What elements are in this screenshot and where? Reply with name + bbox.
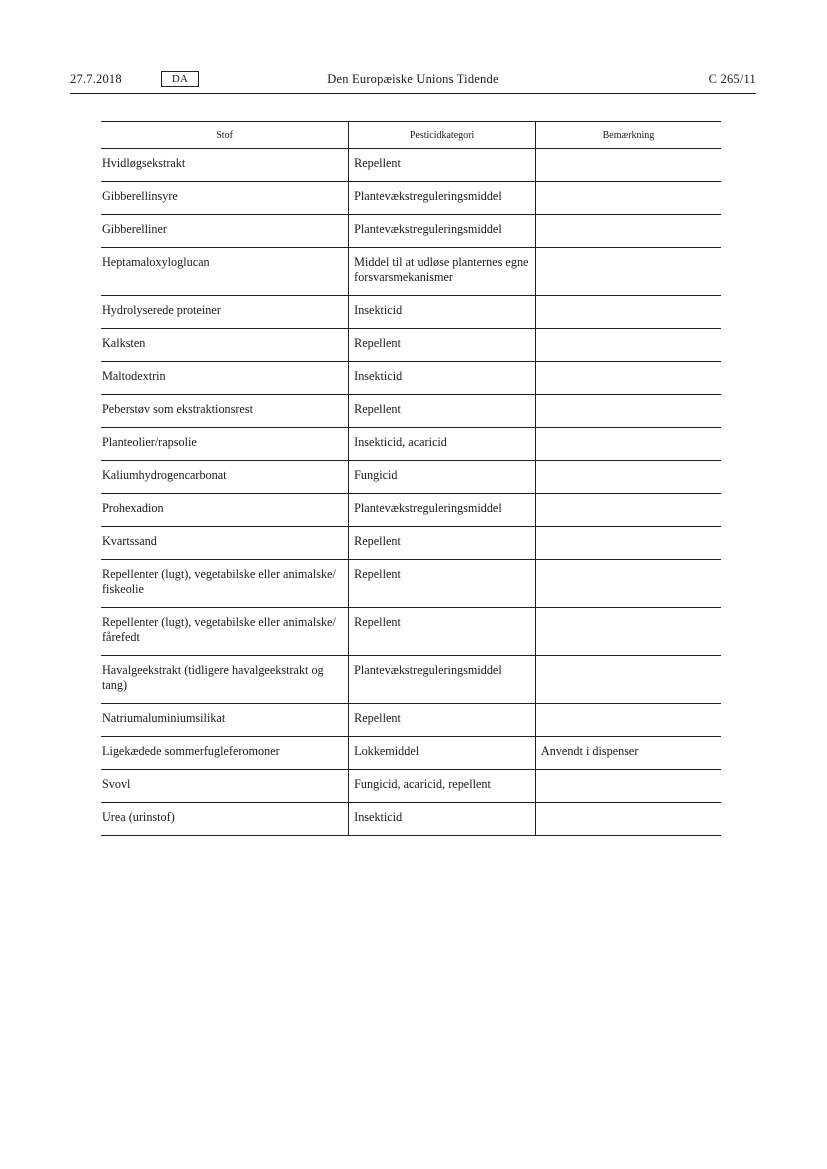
cell-bemaerkning (535, 527, 721, 560)
table-row (101, 182, 721, 215)
table-row (101, 527, 721, 560)
table-row (101, 608, 721, 656)
publication-date: 27.7.2018 (70, 72, 122, 86)
cell-pesticidkategori: Repellent (349, 149, 536, 182)
cell-pesticidkategori: Repellent (349, 527, 536, 560)
table-row (101, 737, 721, 770)
cell-bemaerkning (535, 182, 721, 215)
cell-stof: Natriumaluminiumsilikat (101, 704, 349, 737)
table-row (101, 560, 721, 608)
cell-bemaerkning (535, 428, 721, 461)
cell-bemaerkning (535, 362, 721, 395)
cell-stof: Kaliumhydrogencarbonat (101, 461, 349, 494)
cell-bemaerkning (535, 608, 721, 656)
cell-pesticidkategori: Repellent (349, 395, 536, 428)
cell-pesticidkategori: Insekticid, acaricid (349, 428, 536, 461)
cell-pesticidkategori: Insekticid (349, 803, 536, 836)
table-row (101, 362, 721, 395)
cell-pesticidkategori: Insekticid (349, 296, 536, 329)
cell-pesticidkategori: Plantevækstreguleringsmiddel (349, 182, 536, 215)
table-row (101, 461, 721, 494)
cell-stof: Gibberellinsyre (101, 182, 349, 215)
cell-bemaerkning (535, 329, 721, 362)
cell-pesticidkategori: Fungicid (349, 461, 536, 494)
cell-stof: Hydrolyserede proteiner (101, 296, 349, 329)
cell-stof: Repellenter (lugt), vegetabilske eller animalske/ fårefedt (101, 608, 349, 656)
cell-pesticidkategori: Middel til at udløse planternes egne forsvarsmekanismer (349, 248, 536, 296)
cell-stof: Ligekædede sommerfugleferomoner (101, 737, 349, 770)
table-header-row (101, 122, 721, 149)
cell-bemaerkning: Anvendt i dispenser (535, 737, 721, 770)
cell-pesticidkategori: Repellent (349, 608, 536, 656)
cell-stof: Maltodextrin (101, 362, 349, 395)
cell-stof: Kvartssand (101, 527, 349, 560)
table-row (101, 656, 721, 704)
cell-pesticidkategori: Repellent (349, 704, 536, 737)
cell-bemaerkning (535, 560, 721, 608)
cell-pesticidkategori: Fungicid, acaricid, repellent (349, 770, 536, 803)
cell-bemaerkning (535, 803, 721, 836)
cell-stof: Peberstøv som ekstraktionsrest (101, 395, 349, 428)
cell-stof: Svovl (101, 770, 349, 803)
cell-pesticidkategori: Plantevækstreguleringsmiddel (349, 656, 536, 704)
cell-pesticidkategori: Plantevækstreguleringsmiddel (349, 215, 536, 248)
cell-bemaerkning (535, 461, 721, 494)
cell-pesticidkategori: Insekticid (349, 362, 536, 395)
table-row (101, 770, 721, 803)
cell-bemaerkning (535, 248, 721, 296)
table-row (101, 248, 721, 296)
header-divider (70, 93, 756, 94)
table-row (101, 395, 721, 428)
table-row (101, 215, 721, 248)
cell-stof: Repellenter (lugt), vegetabilske eller animalske/ fiskeolie (101, 560, 349, 608)
table-row (101, 494, 721, 527)
table-row (101, 704, 721, 737)
table-row (101, 149, 721, 182)
column-header-bemaerkning: Bemærkning (535, 122, 721, 149)
cell-bemaerkning (535, 149, 721, 182)
cell-pesticidkategori: Repellent (349, 560, 536, 608)
cell-bemaerkning (535, 395, 721, 428)
column-header-stof: Stof (101, 122, 349, 149)
table-row (101, 803, 721, 836)
cell-stof: Kalksten (101, 329, 349, 362)
journal-reference: C 265/11 (708, 72, 756, 86)
cell-bemaerkning (535, 770, 721, 803)
cell-stof: Urea (urinstof) (101, 803, 349, 836)
cell-pesticidkategori: Repellent (349, 329, 536, 362)
cell-bemaerkning (535, 296, 721, 329)
cell-stof: Planteolier/rapsolie (101, 428, 349, 461)
table-row (101, 296, 721, 329)
cell-pesticidkategori: Lokkemiddel (349, 737, 536, 770)
cell-bemaerkning (535, 704, 721, 737)
journal-title: Den Europæiske Unions Tidende (327, 72, 499, 86)
cell-bemaerkning (535, 656, 721, 704)
language-badge: DA (161, 71, 199, 87)
cell-stof: Havalgeekstrakt (tidligere havalgeekstrakt og tang) (101, 656, 349, 704)
cell-stof: Gibberelliner (101, 215, 349, 248)
cell-stof: Hvidløgsekstrakt (101, 149, 349, 182)
table-row (101, 329, 721, 362)
substances-table (101, 121, 721, 836)
column-header-pesticidkategori: Pesticidkategori (349, 122, 536, 149)
cell-bemaerkning (535, 215, 721, 248)
cell-stof: Prohexadion (101, 494, 349, 527)
page-header (70, 72, 756, 90)
cell-stof: Heptamaloxyloglucan (101, 248, 349, 296)
table-row (101, 428, 721, 461)
cell-bemaerkning (535, 494, 721, 527)
cell-pesticidkategori: Plantevækstreguleringsmiddel (349, 494, 536, 527)
